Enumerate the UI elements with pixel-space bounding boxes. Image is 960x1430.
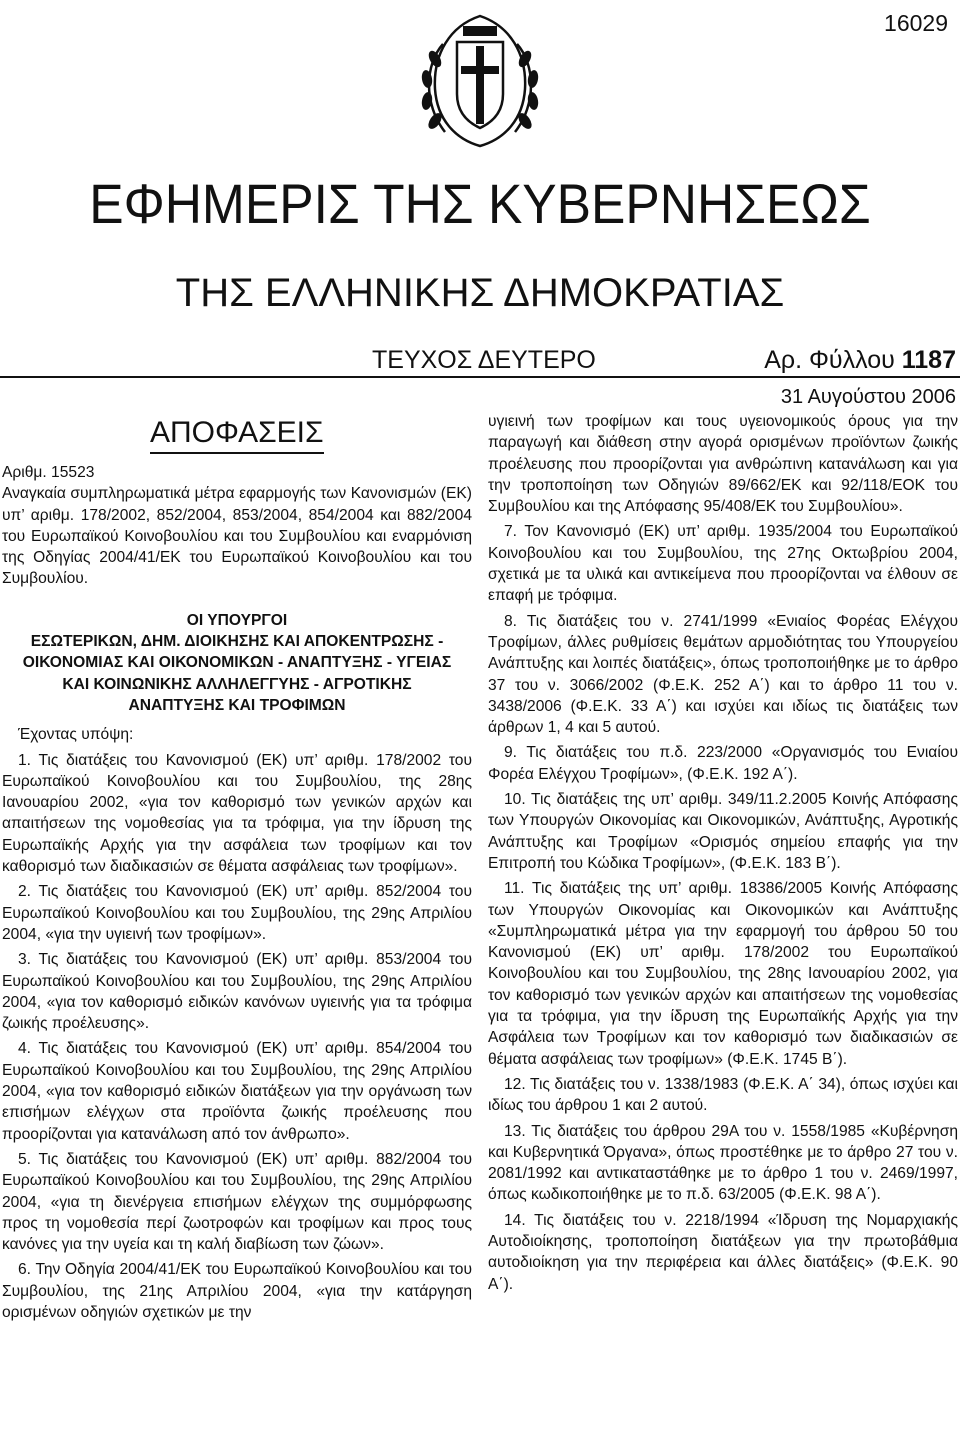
section-heading: ΑΠΟΦΑΣΕΙΣ: [150, 416, 324, 454]
page-number: 16029: [884, 10, 948, 36]
having-regard: Έχοντας υπόψη:: [18, 726, 134, 744]
paragraph-item: 10. Τις διατάξεις της υπ’ αριθμ. 349/11.2.2005 Κοινής Απόφασης των Υπουργών Οικονομίας και Οικονομικών, Ανάπτυξης, Αγροτικής Ανάπτυξης και Τροφίμων «Ορισμός σημείου επαφής για την Επιτροπή του Κώδικα Τροφίμων», (Φ.Ε.Κ. 183 Β΄).: [488, 791, 958, 872]
paragraph-item: 4. Τις διατάξεις του Κανονισμού (ΕΚ) υπ’ αριθμ. 854/2004 του Ευρωπαϊκού Κοινοβουλίου και του Συμβουλίου, της 29ης Απριλίου 2004, «για τον καθορισμό ειδικών διατάξεων για την οργάνωση των επισήμων ελέγχων στα προϊόντα ζωικής προέλευσης που προορίζονται για κατανάλωση από τον άνθρωπο».: [2, 1040, 472, 1143]
sheet-number-value: 1187: [901, 346, 956, 374]
decision-title: Αναγκαία συμπληρωματικά μέτρα εφαρμογής των Κανονισμών (ΕΚ) υπ’ αριθμ. 178/2002, 852/2004, 853/2004, 854/2004 και 882/2004 του Ευρωπαϊκού Κοινοβουλίου και του Συμβουλίου και εναρμόνιση της Οδηγίας 2004/41/ΕΚ του Ευρωπαϊκού Κοινοβουλίου και του Συμβουλίου.: [2, 485, 472, 588]
gazette-title: ΕΦΗΜΕΡΙΣ ΤΗΣ ΚΥΒΕΡΝΗΣΕΩΣ: [89, 172, 871, 235]
paragraph-item: 12. Τις διατάξεις του ν. 1338/1983 (Φ.Ε.Κ. Α΄ 34), όπως ισχύει και ιδίως του άρθρου 1 και 2 αυτού.: [488, 1075, 958, 1115]
ministers-list: ΕΣΩΤΕΡΙΚΩΝ, ΔΗΜ. ΔΙΟΙΚΗΣΗΣ ΚΑΙ ΑΠΟΚΕΝΤΡΩΣΗΣ - ΟΙΚΟΝΟΜΙΑΣ ΚΑΙ ΟΙΚΟΝΟΜΙΚΩΝ - ΑΝΑΠΤΥΞΗΣ - ΥΓΕΙΑΣ ΚΑΙ ΚΟΙΝΩΝΙΚΗΣ ΑΛΛΗΛΕΓΓΥΗΣ - ΑΓΡΟΤΙΚΗΣ ΑΝΑΠΤΥΞΗΣ ΚΑΙ ΤΡΟΦΙΜΩΝ: [22, 633, 452, 714]
paragraph-item: 11. Τις διατάξεις της υπ’ αριθμ. 18386/2005 Κοινής Απόφασης των Υπουργών Οικονομίας και Οικονομικών και Ανάπτυξης «Συμπληρωματικά μέτρα για την εφαρμογή του άρθρου 50 του Κανονισμού (ΕΚ) υπ’ αριθμ. 178/2002 του Ευρωπαϊκού Κοινοβουλίου και του Συμβουλίου, της 28ης Ιανουαρίου 2002, για τον καθορισμό των γενικών αρχών και απαιτήσεων της νομοθεσίας για τα τρόφιμα, για την ίδρυση της Ευρωπαϊκής Αρχής για την Ασφάλεια των Τροφίμων και τον καθορισμό των διαδικασιών σε θέματα ασφάλειας των τροφίμων» (Φ.Ε.Κ. 1745 Β΄).: [488, 880, 958, 1068]
paragraph-item: 9. Τις διατάξεις του π.δ. 223/2000 «Οργανισμός του Ενιαίου Φορέα Ελέγχου Τροφίμων», (Φ.Ε.Κ. 192 Α΄).: [488, 744, 958, 783]
coat-of-arms-icon: [405, 4, 555, 154]
paragraph-item: 7. Τον Κανονισμό (ΕΚ) υπ’ αριθμ. 1935/2004 του Ευρωπαϊκού Κοινοβουλίου και του Συμβουλίου, της 27ης Οκτωβρίου 2004, σχετικά με τα υλικά και αντικείμενα που προορίζονται να έλθουν σε επαφή με τρόφιμα.: [488, 523, 958, 605]
paragraph-item: υγιεινή των τροφίμων και τους υγειονομικούς όρους για την παραγωγή και διάθεση στην αγορά ορισμένων προϊόντων ζωικής προέλευσης που προορίζονται για ανθρώπινη κατανάλωση και για την τροποποίηση των Οδηγιών 89/662/ΕΚ και 92/118/ΕΟΚ του Συμβουλίου και της Απόφασης 95/408/ΕΚ του Συμβουλίου».: [488, 413, 958, 516]
sheet-number: [764, 346, 956, 375]
paragraph-item: 13. Τις διατάξεις του άρθρου 29Α του ν. 1558/1985 «Κυβέρνηση και Κυβερνητικά Όργανα», όπως προστέθηκε με το άρθρο 27 του ν. 2081/1992 και αντικαταστάθηκε με το άρθρο 1 του ν. 2469/1997, όπως κωδικοποιήθηκε με το π.δ. 63/2005 (Φ.Ε.Κ. 98 Α΄).: [488, 1122, 958, 1204]
decision-number: Αριθμ. 15523: [2, 464, 95, 481]
issue-type: ΤΕΥΧΟΣ ΔΕΥΤΕΡΟ: [372, 346, 596, 374]
paragraph-item: 5. Τις διατάξεις του Κανονισμού (ΕΚ) υπ’ αριθμ. 882/2004 του Ευρωπαϊκού Κοινοβουλίου και του Συμβουλίου, της 29ης Απριλίου 2004, «για τη διενέργεια επισήμων ελέγχων της συμμόρφωσης προς τη νομοθεσία περί ζωοτροφών και τροφίμων και προς τους κανόνες για την υγεία και τη καλή διαβίωση των ζώων».: [2, 1150, 472, 1254]
paragraph-item: 1. Τις διατάξεις του Κανονισμού (ΕΚ) υπ’ αριθμ. 178/2002 του Ευρωπαϊκού Κοινοβουλίου και του Συμβουλίου, της 28ης Ιανουαρίου 2002, «για τον καθορισμό των γενικών αρχών και απαιτήσεων της νομοθεσίας για τα τρόφιμα, για την ίδρυση της Ευρωπαϊκής Αρχής για την ασφάλεια των τροφίμων και τον καθορισμό των διαδικασιών σε θέματα ασφάλειας των τροφίμων».: [2, 751, 472, 876]
paragraph-item: 8. Τις διατάξεις του ν. 2741/1999 «Ενιαίος Φορέας Ελέγχου Τροφίμων, άλλες ρυθμίσεις θεμάτων αρμοδιότητας του Υπουργείου Ανάπτυξης και λοιπές διατάξεις», όπως τροποποιήθηκε με το άρθρο 37 του ν. 3066/2002 (Φ.Ε.Κ. 252 Α΄) και το άρθρο 11 του ν. 3438/2006 (Φ.Ε.Κ. 33 Α΄) και ισχύει και ιδίως τις διατάξεις των άρθρων 1, 4 και 5 αυτού.: [488, 612, 958, 737]
issue-date: 31 Αυγούστου 2006: [780, 386, 956, 408]
left-column: [2, 462, 472, 1323]
ministers-title: ΟΙ ΥΠΟΥΡΓΟΙ: [186, 611, 288, 629]
issue-row: [0, 346, 960, 378]
paragraph-item: 6. Την Οδηγία 2004/41/ΕΚ του Ευρωπαϊκού Κοινοβουλίου και του Συμβουλίου, της 21ης Απριλίου 2004, «για την κατάργηση ορισμένων οδηγιών σχετικών με την: [2, 1261, 472, 1321]
right-column: [488, 411, 958, 1295]
gazette-subtitle: ΤΗΣ ΕΛΛΗΝΙΚΗΣ ΔΗΜΟΚΡΑΤΙΑΣ: [175, 271, 785, 315]
paragraph-item: 14. Τις διατάξεις του ν. 2218/1994 «Ίδρυση της Νομαρχιακής Αυτοδιοίκησης, τροποποίηση διατάξεων για την πρωτοβάθμια αυτοδιοίκηση για την περιφέρεια και άλλες διατάξεις» (Φ.Ε.Κ. 90 Α΄).: [488, 1211, 958, 1293]
sheet-label: Αρ. Φύλλου: [764, 346, 895, 374]
paragraph-item: 2. Τις διατάξεις του Κανονισμού (ΕΚ) υπ’ αριθμ. 852/2004 του Ευρωπαϊκού Κοινοβουλίου και του Συμβουλίου, της 29ης Απριλίου 2004, «για την υγιεινή των τροφίμων».: [2, 883, 472, 943]
paragraph-item: 3. Τις διατάξεις του Κανονισμού (ΕΚ) υπ’ αριθμ. 853/2004 του Ευρωπαϊκού Κοινοβουλίου και του Συμβουλίου, της 29ης Απριλίου 2004, «για τον καθορισμό ειδικών κανόνων υγιεινής για τα τρόφιμα ζωικής προέλευσης».: [2, 951, 472, 1033]
